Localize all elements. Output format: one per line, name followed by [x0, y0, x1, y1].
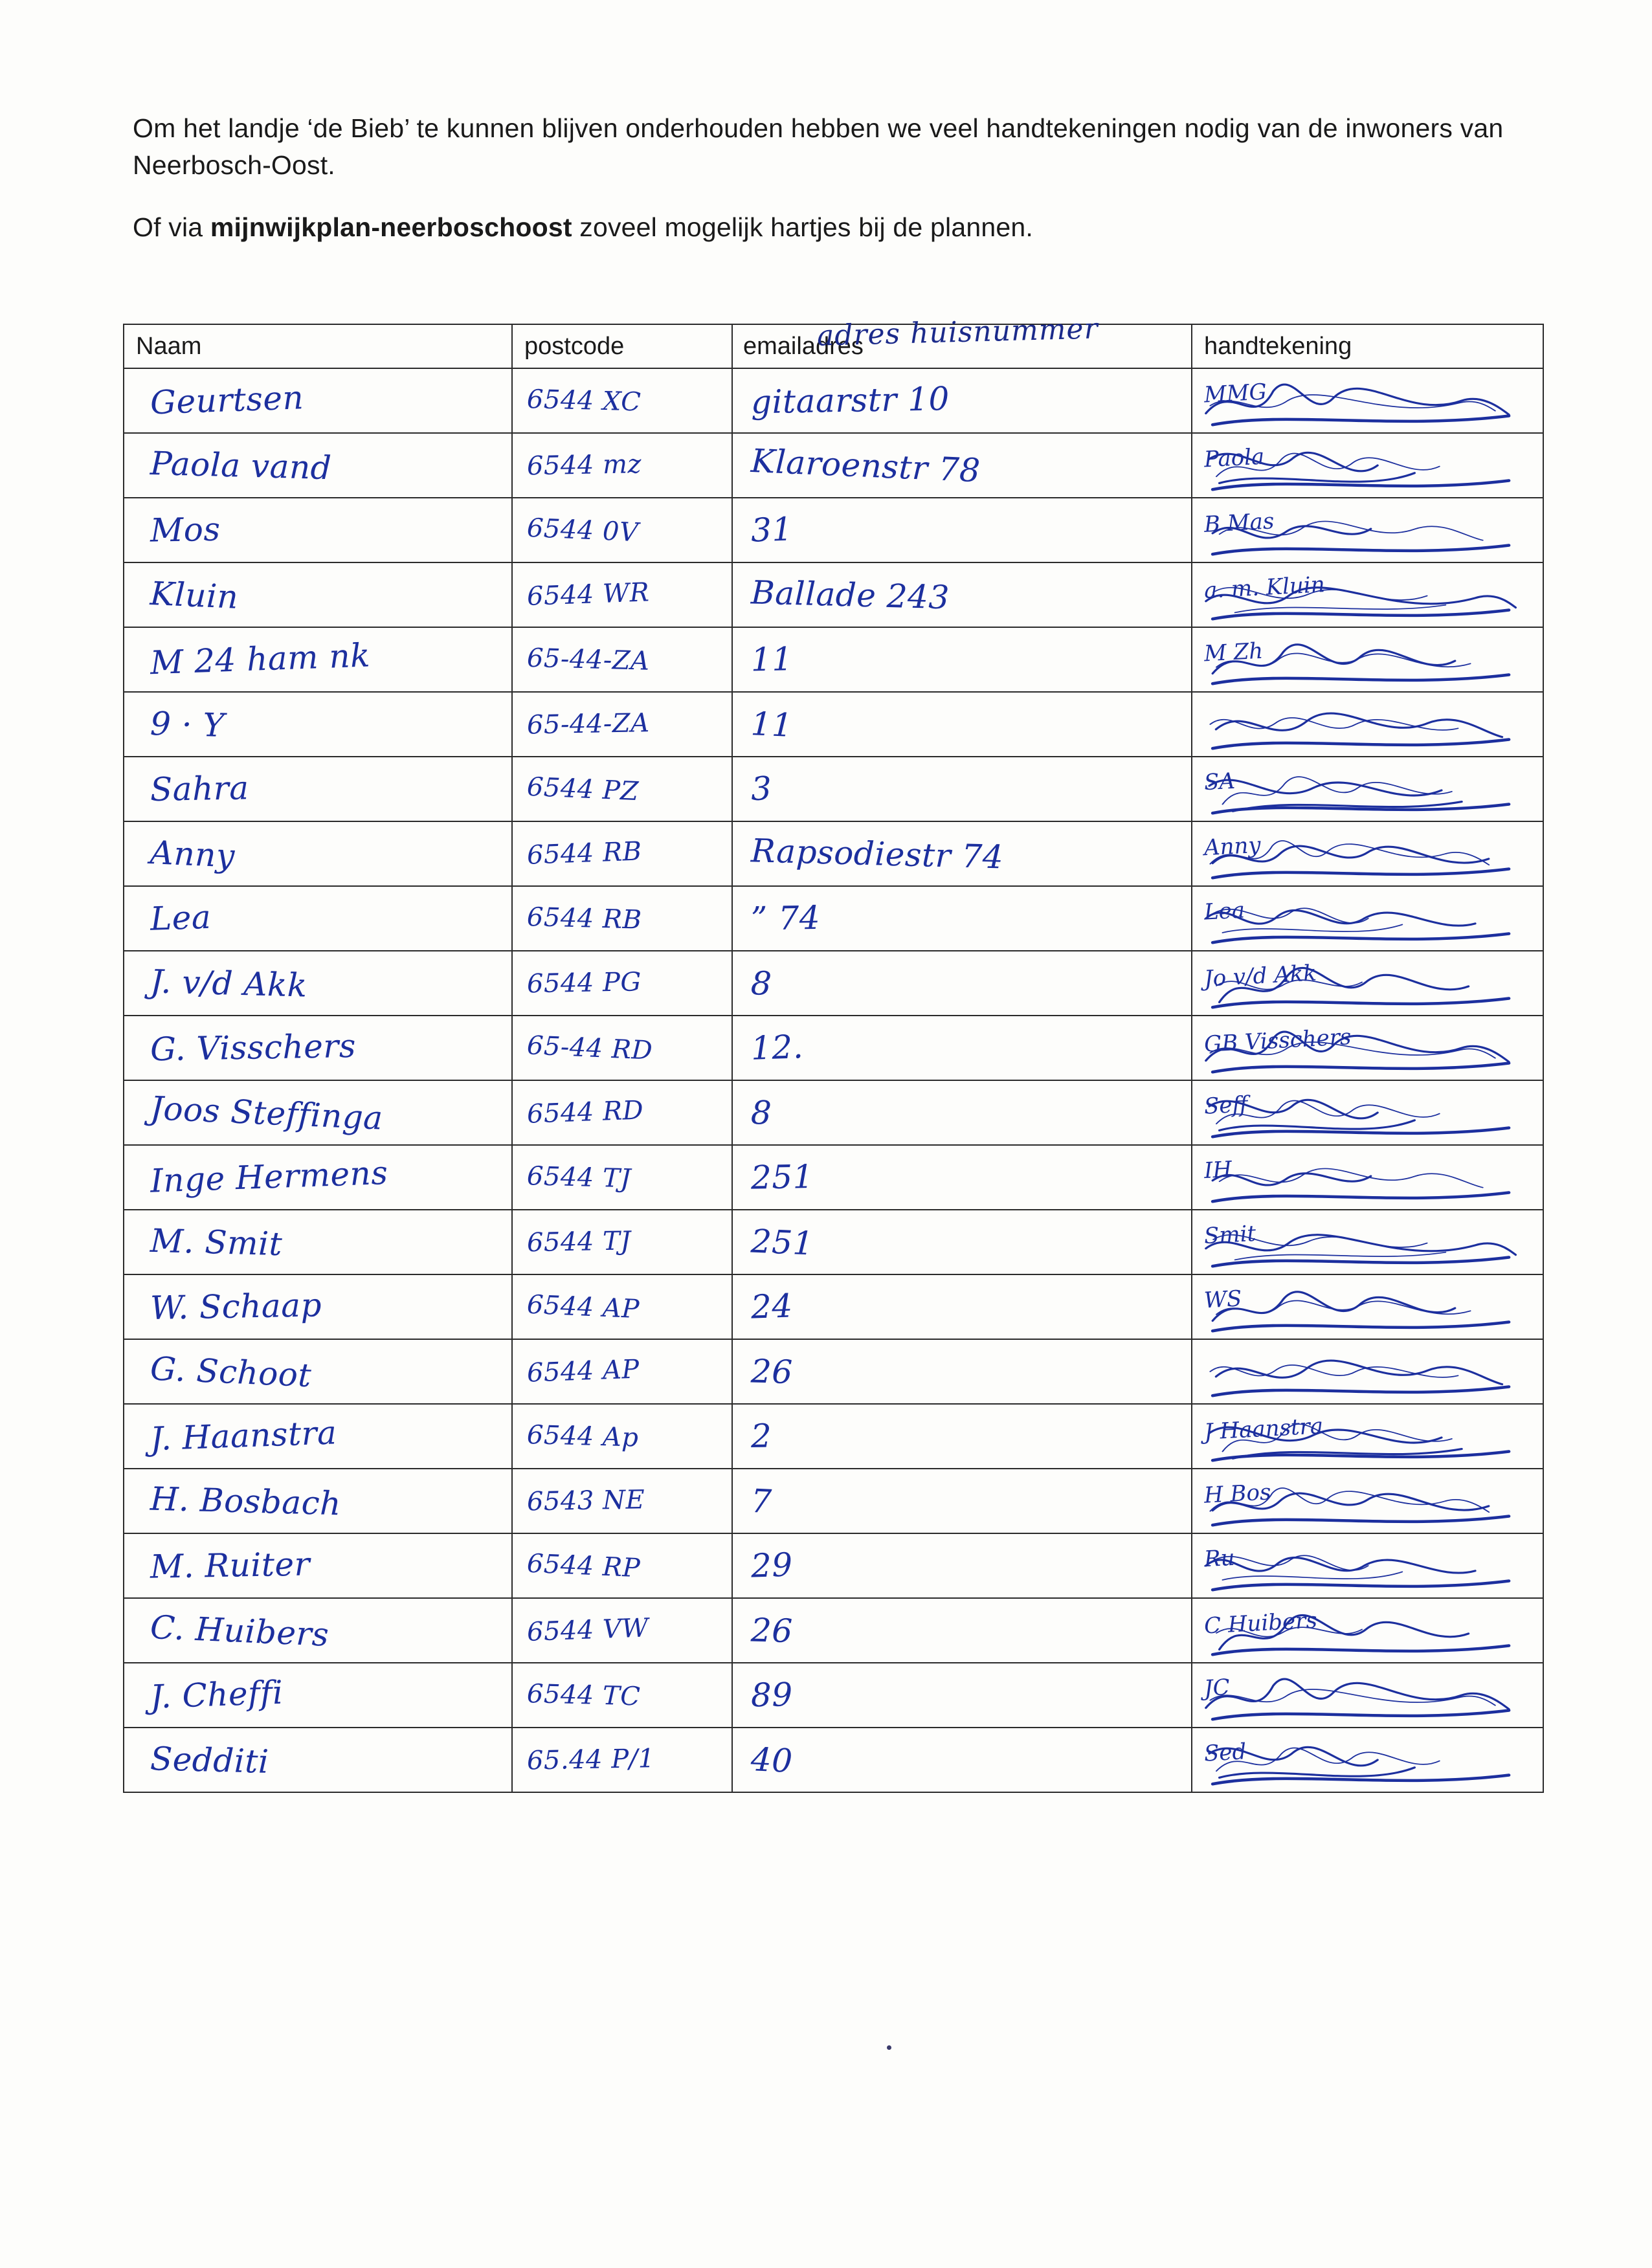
cell-adres [733, 757, 1192, 821]
cell-handtekening [1192, 822, 1543, 885]
cell-postcode [513, 1534, 733, 1597]
value-postcode: 6544 TC [526, 1679, 641, 1712]
cell-adres [733, 1340, 1192, 1403]
value-adres: 11 [750, 705, 794, 744]
cell-postcode [513, 498, 733, 562]
value-postcode: 65-44-ZA [526, 643, 651, 676]
cell-adres [733, 951, 1192, 1015]
table-row [124, 1340, 1544, 1405]
cell-adres [733, 1728, 1192, 1792]
value-naam: Inge Hermens [150, 1153, 389, 1200]
table-row [124, 757, 1544, 822]
cell-postcode [513, 951, 733, 1015]
cell-postcode [513, 1405, 733, 1468]
table-row [124, 1534, 1544, 1599]
signature-mark [1192, 563, 1543, 627]
cell-handtekening [1192, 757, 1543, 821]
cell-handtekening [1192, 1081, 1543, 1144]
cell-adres [733, 1016, 1192, 1080]
intro-paragraph-2 [133, 209, 1505, 246]
value-postcode: 6544 VW [526, 1613, 649, 1647]
value-naam: Joos Steffinga [149, 1089, 384, 1137]
signature-mark [1192, 693, 1543, 756]
signature-label: Jo v/d Akk [1203, 960, 1317, 992]
cell-adres [733, 1469, 1192, 1533]
value-adres: 31 [750, 510, 794, 550]
cell-postcode [513, 628, 733, 691]
cell-postcode [513, 693, 733, 756]
signature-label: Anny [1203, 832, 1262, 862]
header-handwritten-adres: adres huisnummer [816, 312, 1099, 353]
value-postcode: 6544 RB [526, 902, 643, 935]
signature-mark [1192, 951, 1543, 1015]
signature-mark [1192, 628, 1543, 691]
signature-strokes [1192, 1275, 1543, 1339]
cell-handtekening [1192, 498, 1543, 562]
value-naam: J. Cheffi [150, 1673, 284, 1716]
signature-label: MMG [1203, 379, 1267, 408]
table-row [124, 1469, 1544, 1534]
cell-naam [124, 951, 513, 1015]
signature-mark [1192, 887, 1543, 950]
table-row [124, 887, 1544, 951]
signature-table [123, 312, 1544, 1793]
table-row [124, 1210, 1544, 1275]
cell-adres [733, 563, 1192, 627]
value-postcode: 6544 AP [526, 1289, 640, 1325]
signature-label: Smit [1203, 1220, 1257, 1250]
cell-naam [124, 369, 513, 432]
table-row [124, 693, 1544, 757]
value-naam: G. Visschers [150, 1027, 357, 1069]
signature-label: JC [1203, 1674, 1231, 1702]
value-postcode: 6544 RB [526, 836, 643, 871]
cell-naam [124, 1405, 513, 1468]
value-postcode: 6544 PG [526, 967, 642, 999]
signature-mark [1192, 1016, 1543, 1080]
cell-handtekening [1192, 434, 1543, 497]
cell-naam [124, 1469, 513, 1533]
cell-handtekening [1192, 1405, 1543, 1468]
value-naam: Sedditi [150, 1740, 270, 1781]
cell-adres [733, 1405, 1192, 1468]
table-row [124, 1081, 1544, 1146]
signature-label: GB Visschers [1203, 1024, 1352, 1058]
cell-handtekening [1192, 1275, 1543, 1339]
cell-naam [124, 1275, 513, 1339]
table-row [124, 498, 1544, 563]
value-adres: 26 [750, 1352, 794, 1392]
table-row [124, 563, 1544, 628]
value-naam: W. Schaap [150, 1286, 322, 1327]
header-cell-naam: Naam [124, 325, 513, 368]
value-adres: 26 [750, 1611, 794, 1651]
cell-handtekening [1192, 1016, 1543, 1080]
header-cell-adres [733, 312, 1192, 368]
signature-mark [1192, 1405, 1543, 1468]
table-row [124, 1275, 1544, 1340]
signature-mark [1192, 1275, 1543, 1339]
signature-label: SA [1203, 768, 1236, 796]
value-naam: C. Huibers [149, 1608, 330, 1654]
signature-mark [1192, 498, 1543, 562]
cell-postcode [513, 1081, 733, 1144]
value-postcode: 6544 RD [526, 1095, 644, 1129]
cell-postcode [513, 1728, 733, 1792]
cell-handtekening [1192, 1728, 1543, 1792]
signature-label: J Haanstra [1203, 1413, 1324, 1445]
value-postcode: 65.44 P/1 [526, 1744, 655, 1776]
value-adres: 24 [750, 1287, 794, 1326]
cell-naam [124, 822, 513, 885]
cell-naam [124, 1599, 513, 1662]
signature-mark [1192, 1081, 1543, 1144]
signature-label: IH [1203, 1156, 1233, 1184]
value-naam: Anny [149, 834, 236, 875]
signature-label: B Mas [1203, 508, 1275, 538]
intro-prefix: Of via [133, 212, 210, 243]
value-adres: 3 [750, 769, 773, 808]
cell-postcode [513, 1340, 733, 1403]
table-header-row [124, 312, 1544, 369]
table-row [124, 1599, 1544, 1663]
value-naam: J. v/d Akk [150, 962, 308, 1005]
cell-handtekening [1192, 1534, 1543, 1597]
cell-handtekening [1192, 1599, 1543, 1662]
value-postcode: 6543 NE [526, 1485, 645, 1517]
value-adres: Rapsodiestr 74 [750, 832, 1004, 876]
cell-postcode [513, 1210, 733, 1274]
cell-naam [124, 1146, 513, 1209]
table-row [124, 1728, 1544, 1793]
value-adres: 251 [750, 1157, 814, 1197]
signature-mark [1192, 1599, 1543, 1662]
value-adres: 29 [750, 1546, 794, 1585]
signature-mark [1192, 1146, 1543, 1209]
signature-mark [1192, 822, 1543, 885]
cell-adres [733, 887, 1192, 950]
signature-mark [1192, 1210, 1543, 1274]
cell-adres [733, 822, 1192, 885]
header-label-emailadres: emailadres [743, 332, 864, 360]
value-naam: M. Smit [150, 1221, 283, 1263]
value-postcode: 6544 0V [526, 513, 640, 548]
cell-naam [124, 757, 513, 821]
cell-postcode [513, 1275, 733, 1339]
cell-adres [733, 1081, 1192, 1144]
cell-handtekening [1192, 563, 1543, 627]
cell-naam [124, 1340, 513, 1403]
cell-handtekening [1192, 1469, 1543, 1533]
cell-adres [733, 369, 1192, 432]
value-adres: ” 74 [750, 898, 821, 938]
signature-label: Seff [1203, 1091, 1249, 1120]
value-postcode: 6544 RP [526, 1548, 641, 1584]
cell-handtekening [1192, 951, 1543, 1015]
value-naam: 9 · Y [150, 705, 225, 745]
signature-mark [1192, 757, 1543, 821]
cell-handtekening [1192, 887, 1543, 950]
cell-handtekening [1192, 1146, 1543, 1209]
value-adres: Ballade 243 [750, 573, 950, 617]
cell-adres [733, 628, 1192, 691]
value-naam: Paola vand [150, 444, 332, 487]
value-adres: 40 [750, 1740, 794, 1780]
value-adres: 251 [750, 1222, 815, 1263]
cell-postcode [513, 887, 733, 950]
signature-label: M Zh [1203, 638, 1264, 667]
cell-adres [733, 693, 1192, 756]
campaign-name: mijnwijkplan-neerboschoost [210, 212, 572, 243]
signature-label: WS [1203, 1285, 1243, 1314]
cell-adres [733, 1663, 1192, 1727]
value-adres: 89 [750, 1676, 794, 1715]
value-postcode: 6544 WR [526, 577, 650, 612]
cell-postcode [513, 1663, 733, 1727]
cell-naam [124, 1663, 513, 1727]
value-adres: gitaarstr 10 [750, 380, 950, 421]
value-naam: Sahra [150, 769, 249, 808]
cell-naam [124, 693, 513, 756]
signature-mark [1192, 1534, 1543, 1597]
value-postcode: 6544 Ap [526, 1420, 640, 1453]
value-adres: Klaroenstr 78 [750, 441, 981, 490]
cell-handtekening [1192, 1210, 1543, 1274]
intro-paragraph-1: Om het landje ‘de Bieb’ te kunnen blijven onderhouden hebben we veel handtekeningen nodig van de inwoners van Neerbosch-Oost. [133, 113, 1504, 180]
cell-postcode [513, 563, 733, 627]
signature-label: C Huibers [1203, 1607, 1318, 1640]
table-row [124, 1405, 1544, 1469]
cell-naam [124, 1728, 513, 1792]
table-row [124, 1146, 1544, 1210]
table-row [124, 434, 1544, 498]
value-naam: Lea [150, 898, 212, 938]
cell-postcode [513, 757, 733, 821]
cell-naam [124, 563, 513, 627]
value-postcode: 6544 TJ [526, 1161, 632, 1194]
cell-postcode [513, 1016, 733, 1080]
cell-naam [124, 887, 513, 950]
cell-adres [733, 1210, 1192, 1274]
signature-label: Lea [1203, 897, 1245, 926]
cell-handtekening [1192, 1340, 1543, 1403]
signature-mark [1192, 434, 1543, 497]
value-postcode: 6544 mz [526, 449, 642, 482]
signature-mark [1192, 1469, 1543, 1533]
value-adres: 7 [750, 1482, 773, 1521]
value-postcode: 6544 XC [526, 384, 642, 417]
cell-naam [124, 498, 513, 562]
signature-strokes [1192, 693, 1543, 756]
intro-suffix: zoveel mogelijk hartjes bij de plannen. [572, 212, 1033, 243]
cell-naam [124, 1534, 513, 1597]
cell-naam [124, 1016, 513, 1080]
value-naam: M 24 ham nk [150, 636, 371, 682]
intro-text-block [133, 110, 1505, 268]
cell-handtekening [1192, 628, 1543, 691]
value-naam: Geurtsen [150, 379, 305, 422]
signature-strokes [1192, 1146, 1543, 1209]
cell-adres [733, 434, 1192, 497]
value-postcode: 65-44-ZA [526, 708, 650, 740]
value-postcode: 6544 PZ [526, 772, 640, 807]
cell-postcode [513, 1599, 733, 1662]
cell-postcode [513, 1146, 733, 1209]
table-row [124, 822, 1544, 887]
value-adres: 2 [750, 1417, 772, 1456]
table-row [124, 1016, 1544, 1081]
cell-adres [733, 1146, 1192, 1209]
value-naam: J. Haanstra [150, 1414, 338, 1458]
cell-adres [733, 1534, 1192, 1597]
cell-naam [124, 628, 513, 691]
cell-handtekening [1192, 369, 1543, 432]
signature-label: Sed [1203, 1739, 1247, 1767]
value-postcode: 6544 TJ [526, 1226, 632, 1258]
cell-naam [124, 1210, 513, 1274]
signature-mark [1192, 369, 1543, 432]
signature-label: a. m. Kluin [1203, 572, 1326, 604]
table-row [124, 628, 1544, 693]
signature-strokes [1192, 1534, 1543, 1597]
signature-label: H Bos [1203, 1479, 1272, 1509]
cell-naam [124, 1081, 513, 1144]
table-row [124, 1663, 1544, 1728]
cell-adres [733, 1275, 1192, 1339]
cell-postcode [513, 1469, 733, 1533]
cell-naam [124, 434, 513, 497]
ink-speck [887, 2045, 891, 2050]
header-cell-postcode: postcode [513, 325, 733, 368]
signature-strokes [1192, 1340, 1543, 1403]
cell-adres [733, 1599, 1192, 1662]
cell-handtekening [1192, 693, 1543, 756]
value-naam: G. Schoot [149, 1350, 313, 1395]
cell-postcode [513, 822, 733, 885]
value-naam: Kluin [149, 574, 240, 616]
cell-postcode [513, 369, 733, 432]
signature-mark [1192, 1663, 1543, 1727]
value-naam: H. Bosbach [150, 1480, 342, 1523]
value-adres: 8 [750, 964, 773, 1003]
signature-label: Ru [1203, 1544, 1236, 1573]
signature-strokes [1192, 757, 1543, 821]
value-naam: M. Ruiter [150, 1545, 311, 1586]
value-postcode: 65-44 RD [526, 1030, 654, 1066]
table-row [124, 951, 1544, 1016]
signature-strokes [1192, 1663, 1543, 1727]
value-adres: 12. [750, 1028, 805, 1067]
table-body [124, 369, 1544, 1793]
signature-mark [1192, 1728, 1543, 1792]
table-row [124, 369, 1544, 434]
value-adres: 11 [750, 640, 794, 679]
value-adres: 8 [750, 1093, 773, 1132]
header-cell-handtekening: handtekening [1204, 332, 1352, 360]
signature-label: Paola [1203, 443, 1266, 473]
cell-adres [733, 498, 1192, 562]
cell-postcode [513, 434, 733, 497]
signature-mark [1192, 1340, 1543, 1403]
value-naam: Mos [150, 510, 221, 550]
value-postcode: 6544 AP [526, 1354, 640, 1388]
cell-handtekening [1192, 1663, 1543, 1727]
